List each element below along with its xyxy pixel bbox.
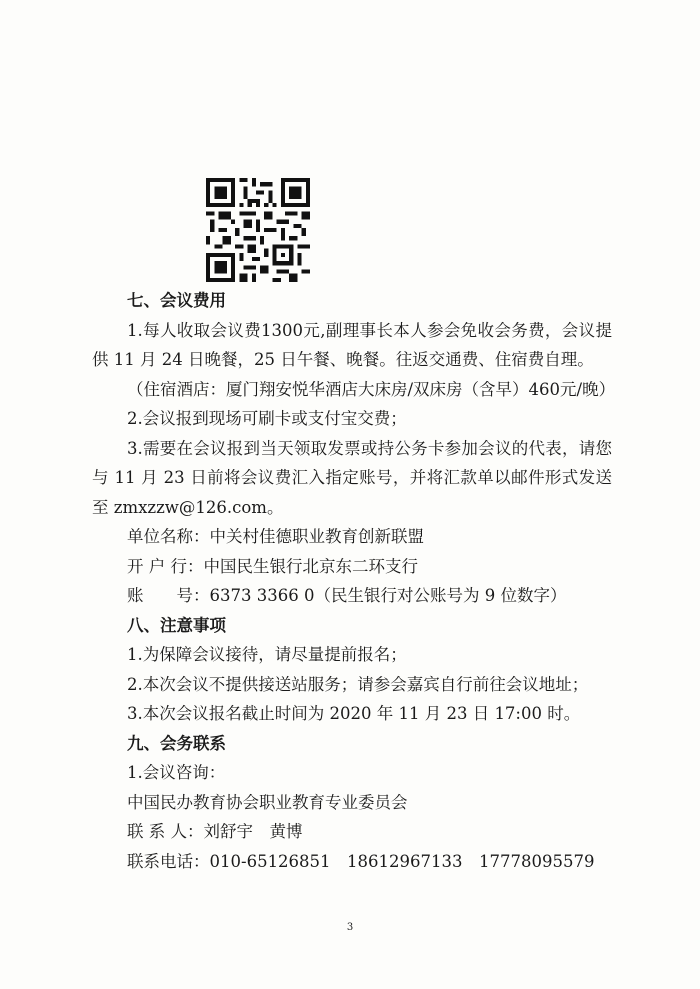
notes-paragraph-1: 1.为保障会议接待，请尽量提前报名；: [127, 645, 407, 664]
page-number: 3: [346, 922, 354, 933]
contact-person: 联 系 人：刘舒宇 黄博: [127, 822, 303, 841]
qr-code-icon: [206, 178, 310, 282]
section-heading-notes: 八、注意事项: [127, 615, 226, 635]
fees-hotel-note: （住宿酒店：厦门翔安悦华酒店大床房/双床房（含早）460元/晚）: [127, 379, 616, 399]
fees-paragraph-2: 2.会议报到现场可刷卡或支付宝交费；: [127, 409, 407, 428]
fees-paragraph-3: 3.需要在会议报到当天领取发票或持公务卡参加会议的代表，请您与 11 月 23 日前将会议费汇入指定账号，并将汇款单以邮件形式发送至 zmxzzw@126.com。: [92, 438, 612, 517]
unit-name-line: 单位名称：中关村佳德职业教育创新联盟: [127, 527, 424, 546]
fees-paragraph-1: 1.每人收取会议费1300元,副理事长本人参会免收会务费，会议提供 11 月 24 日晚餐，25 日午餐、晚餐。往返交通费、住宿费自理。: [92, 320, 612, 369]
contact-organization: 中国民办教育协会职业教育专业委员会: [127, 792, 408, 812]
account-line: 账 号：6373 3366 0（民生银行对公账号为 9 位数字）: [127, 586, 567, 605]
contact-consult-label: 1.会议咨询：: [127, 763, 226, 782]
section-heading-contact: 九、会务联系: [127, 733, 226, 753]
notes-paragraph-2: 2.本次会议不提供接送站服务；请参会嘉宾自行前往会议地址；: [127, 674, 589, 694]
contact-phone: 联系电话：010-65126851 18612967133 17778095579: [127, 851, 595, 871]
section-heading-fees: 七、会议费用: [127, 291, 226, 310]
bank-line: 开 户 行：中国民生银行北京东二环支行: [127, 556, 418, 576]
document-body: [92, 286, 616, 876]
notes-paragraph-3: 3.本次会议报名截止时间为 2020 年 11 月 23 日 17:00 时。: [127, 704, 581, 723]
